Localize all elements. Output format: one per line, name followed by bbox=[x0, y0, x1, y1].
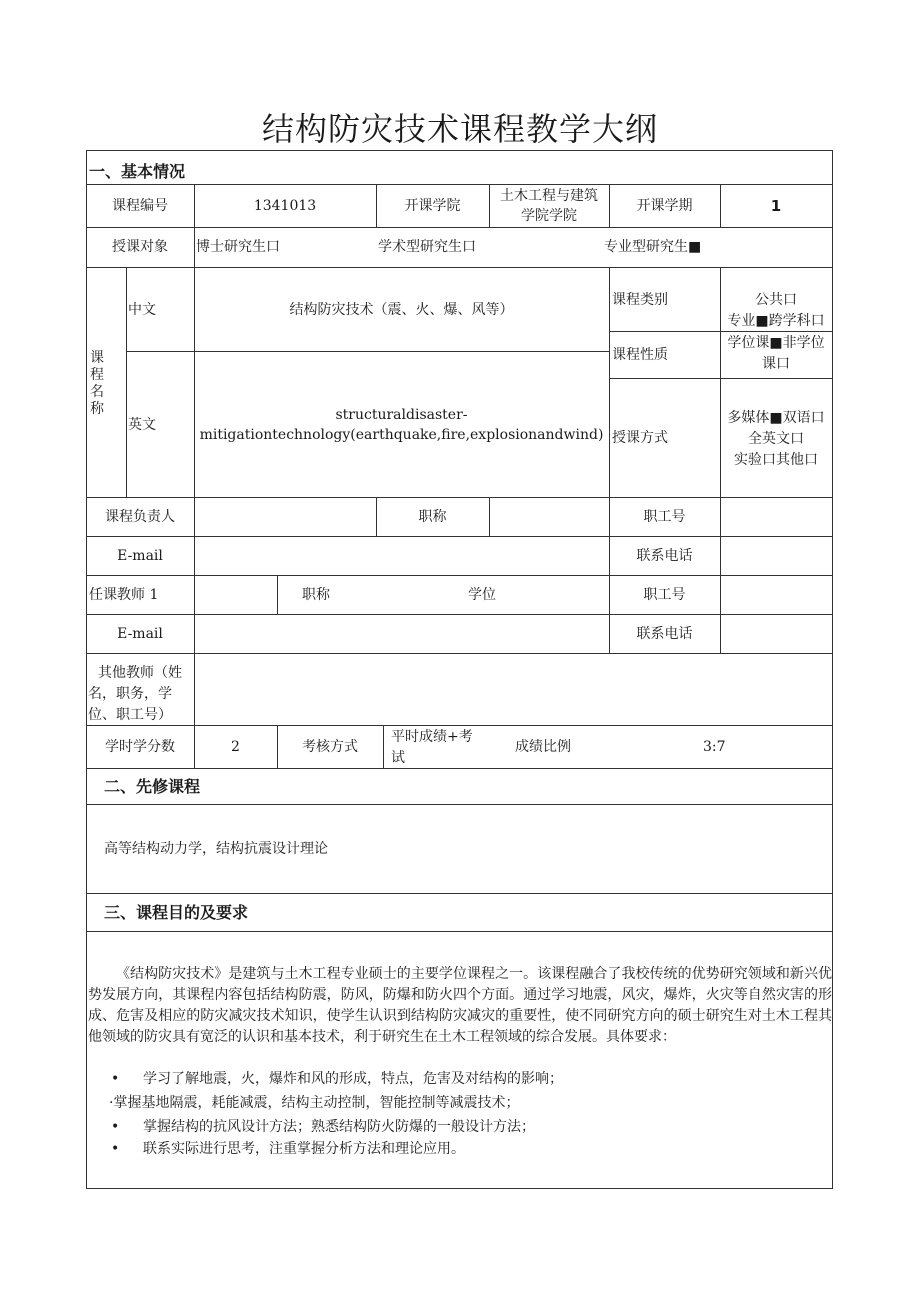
hours-value: 2 bbox=[231, 739, 240, 755]
teacher1-label: 任课教师 1 bbox=[89, 587, 159, 603]
college-value-line1: 土木工程与建筑 bbox=[500, 188, 598, 204]
audience-academic: 学术型研究生口 bbox=[378, 239, 476, 255]
goals-item-1: 学习了解地震，火，爆炸和风的形成，特点，危害及对结构的影响； bbox=[143, 1071, 563, 1087]
exam-value-line1: 平时成绩+考 bbox=[391, 729, 473, 745]
hours-label: 学时学分数 bbox=[105, 739, 175, 755]
chinese-label: 中文 bbox=[128, 302, 156, 318]
exam-value-line2: 试 bbox=[391, 750, 405, 766]
course-code-label: 课程编号 bbox=[112, 198, 168, 214]
course-name-label: 课程名称 bbox=[90, 350, 104, 417]
chinese-name-value: 结构防灾技术（震、火、爆、风等） bbox=[289, 302, 514, 318]
teacher1-degree-label: 学位 bbox=[468, 587, 496, 603]
teacher1-email-label: E-mail bbox=[117, 626, 163, 642]
leader-title-label: 职称 bbox=[418, 509, 447, 525]
leader-label: 课程负责人 bbox=[105, 509, 175, 525]
audience-label: 授课对象 bbox=[112, 239, 168, 255]
term-value: 1 bbox=[770, 197, 782, 215]
bullet-mark: • bbox=[111, 1141, 120, 1157]
nature-line2: 课口 bbox=[762, 356, 790, 372]
audience-professional: 专业型研究生■ bbox=[604, 239, 702, 255]
exam-label: 考核方式 bbox=[302, 739, 358, 755]
category-line2: 专业■跨学科口 bbox=[727, 313, 825, 329]
section-goals-heading: 三、课程目的及要求 bbox=[104, 903, 249, 922]
document-title: 结构防灾技术课程教学大纲 bbox=[261, 110, 658, 148]
section-basic-heading: 一、基本情况 bbox=[89, 162, 186, 181]
mode-line2: 全英文口 bbox=[748, 431, 804, 447]
bullet-mark: • bbox=[111, 1071, 120, 1087]
prereq-text: 高等结构动力学，结构抗震设计理论 bbox=[104, 841, 328, 857]
goals-item-3: 掌握结构的抗风设计方法；熟悉结构防火防爆的一般设计方法； bbox=[143, 1119, 535, 1135]
mode-line3: 实验口其他口 bbox=[734, 452, 818, 468]
english-name-line1: structuraldisaster- bbox=[335, 407, 468, 423]
english-name-line2: mitigationtechnology(earthquake,fire,explosionandwind) bbox=[199, 427, 604, 443]
nature-line1: 学位课■非学位 bbox=[727, 335, 825, 351]
nature-label: 课程性质 bbox=[612, 347, 668, 363]
teacher1-title-label: 职称 bbox=[302, 587, 330, 603]
other-teachers-line3: 位、职工号） bbox=[88, 707, 172, 723]
category-label: 课程类别 bbox=[612, 292, 668, 308]
category-line1: 公共口 bbox=[755, 292, 797, 308]
teacher1-phone-label: 联系电话 bbox=[636, 626, 693, 642]
mode-line1: 多媒体■双语口 bbox=[727, 410, 825, 426]
bullet-mark: • bbox=[111, 1119, 120, 1135]
goals-paragraph: 《结构防灾技术》是建筑与土木工程专业硕士的主要学位课程之一。该课程融合了我校传统的优势研究领域和新兴优势发展方向，其课程内容包括结构防震，防风，防爆和防火四个方面。通过学习地震，风灾，爆炸，火灾等自然灾害的形成、危害及相应的防灾减灾技术知识，使学生认识到结构防灾减灾的重要性，使不同研究方向的硕士研究生对土木工程其他领域的防灾具有宽泛的认识和基本技术，利于研究生在土木工程领域的综合发展。具体要求： bbox=[88, 966, 832, 1045]
ratio-value: 3:7 bbox=[703, 739, 726, 755]
leader-staff-id-label: 职工号 bbox=[643, 509, 686, 525]
audience-phd: 博士研究生口 bbox=[196, 239, 280, 255]
leader-phone-label: 联系电话 bbox=[636, 548, 693, 564]
english-label: 英文 bbox=[128, 417, 156, 433]
ratio-label: 成绩比例 bbox=[515, 739, 571, 755]
college-value-line2: 学院学院 bbox=[521, 208, 577, 224]
goals-item-4: 联系实际进行思考，注重掌握分析方法和理论应用。 bbox=[143, 1141, 465, 1157]
goals-item-2: ·掌握基地隔震，耗能减震，结构主动控制，智能控制等减震技术； bbox=[109, 1095, 520, 1111]
leader-email-label: E-mail bbox=[117, 548, 163, 564]
college-label: 开课学院 bbox=[404, 198, 461, 214]
term-label: 开课学期 bbox=[636, 198, 693, 214]
mode-label: 授课方式 bbox=[612, 430, 668, 446]
other-teachers-line1: 其他教师（姓 bbox=[98, 665, 182, 681]
other-teachers-line2: 名，职务，学 bbox=[88, 686, 172, 702]
section-prereq-heading: 二、先修课程 bbox=[104, 777, 201, 796]
teacher1-staff-id-label: 职工号 bbox=[643, 587, 686, 603]
course-code-value: 1341013 bbox=[253, 198, 317, 214]
